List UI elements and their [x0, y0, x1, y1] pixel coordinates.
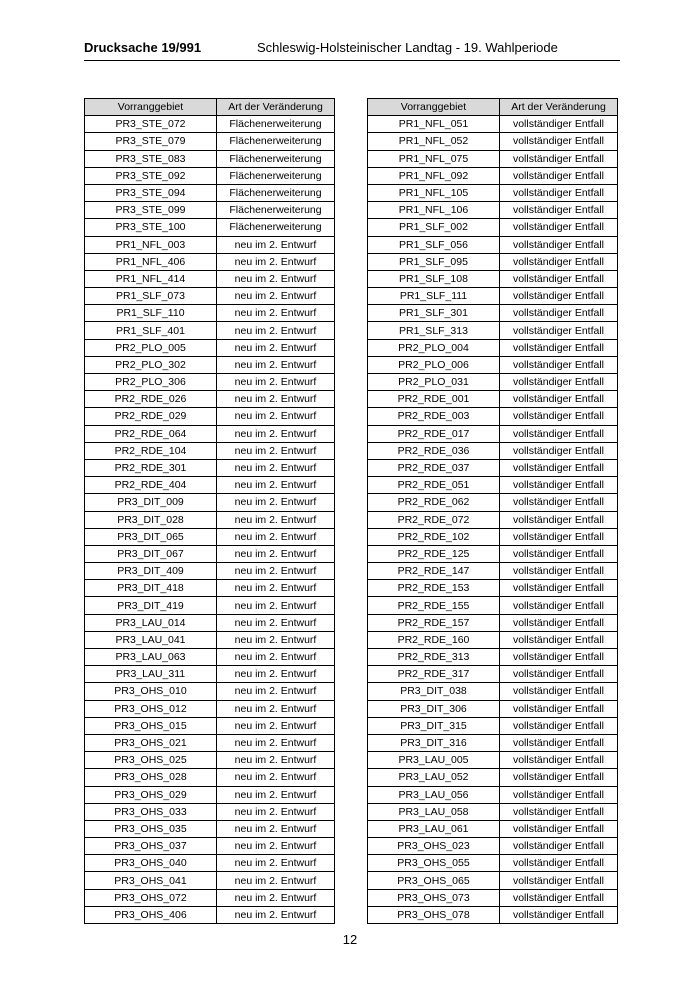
change-type-cell: vollständiger Entfall: [500, 425, 618, 442]
vorranggebiet-cell: PR2_RDE_317: [368, 666, 500, 683]
vorranggebiet-cell: PR1_NFL_414: [85, 270, 217, 287]
table-row: [85, 339, 335, 356]
table-row: [85, 563, 335, 580]
vorranggebiet-cell: PR3_OHS_073: [368, 889, 500, 906]
table-row: [85, 528, 335, 545]
change-type-cell: neu im 2. Entwurf: [217, 236, 335, 253]
vorranggebiet-cell: PR3_LAU_056: [368, 786, 500, 803]
vorranggebiet-cell: PR3_DIT_306: [368, 700, 500, 717]
table-row: [368, 391, 618, 408]
vorranggebiet-cell: PR3_STE_094: [85, 184, 217, 201]
table-row: [85, 752, 335, 769]
vorranggebiet-cell: PR3_STE_100: [85, 219, 217, 236]
vorranggebiet-cell: PR3_OHS_028: [85, 769, 217, 786]
vorranggebiet-cell: PR1_SLF_401: [85, 322, 217, 339]
change-type-cell: vollständiger Entfall: [500, 202, 618, 219]
vorranggebiet-cell: PR1_SLF_095: [368, 253, 500, 270]
vorranggebiet-cell: PR2_RDE_064: [85, 425, 217, 442]
vorranggebiet-cell: PR2_PLO_004: [368, 339, 500, 356]
change-type-cell: neu im 2. Entwurf: [217, 391, 335, 408]
vorranggebiet-cell: PR2_RDE_051: [368, 477, 500, 494]
table-row: [368, 202, 618, 219]
vorranggebiet-cell: PR3_OHS_037: [85, 838, 217, 855]
vorranggebiet-cell: PR2_RDE_072: [368, 511, 500, 528]
table-row: [368, 580, 618, 597]
change-type-cell: vollständiger Entfall: [500, 528, 618, 545]
table-row: [368, 631, 618, 648]
table-right: [367, 98, 618, 924]
vorranggebiet-cell: PR2_RDE_104: [85, 442, 217, 459]
table-row: [368, 734, 618, 751]
change-type-cell: Flächenerweiterung: [217, 202, 335, 219]
change-type-cell: neu im 2. Entwurf: [217, 855, 335, 872]
change-type-cell: Flächenerweiterung: [217, 167, 335, 184]
vorranggebiet-cell: PR1_NFL_003: [85, 236, 217, 253]
table-row: [368, 717, 618, 734]
vorranggebiet-cell: PR3_OHS_078: [368, 906, 500, 923]
change-type-cell: vollständiger Entfall: [500, 253, 618, 270]
vorranggebiet-cell: PR2_RDE_102: [368, 528, 500, 545]
table-row: [368, 184, 618, 201]
table-row: [85, 219, 335, 236]
column-header-art: Art der Veränderung: [217, 99, 335, 116]
table-row: [368, 545, 618, 562]
vorranggebiet-cell: PR1_NFL_092: [368, 167, 500, 184]
table-row: [368, 872, 618, 889]
change-type-cell: neu im 2. Entwurf: [217, 528, 335, 545]
vorranggebiet-cell: PR1_NFL_105: [368, 184, 500, 201]
vorranggebiet-cell: PR2_RDE_062: [368, 494, 500, 511]
change-type-cell: vollständiger Entfall: [500, 150, 618, 167]
table-row: [368, 803, 618, 820]
change-type-cell: vollständiger Entfall: [500, 184, 618, 201]
table-row: [368, 614, 618, 631]
vorranggebiet-cell: PR2_RDE_001: [368, 391, 500, 408]
table-row: [85, 649, 335, 666]
change-type-cell: neu im 2. Entwurf: [217, 374, 335, 391]
change-type-cell: vollständiger Entfall: [500, 322, 618, 339]
vorranggebiet-cell: PR2_RDE_026: [85, 391, 217, 408]
table-row: [368, 150, 618, 167]
vorranggebiet-cell: PR2_RDE_155: [368, 597, 500, 614]
table-row: [85, 288, 335, 305]
change-type-cell: vollständiger Entfall: [500, 494, 618, 511]
change-type-cell: vollständiger Entfall: [500, 631, 618, 648]
vorranggebiet-cell: PR3_OHS_025: [85, 752, 217, 769]
change-type-cell: vollständiger Entfall: [500, 752, 618, 769]
table-row: [368, 374, 618, 391]
table-row: [85, 855, 335, 872]
change-type-cell: vollständiger Entfall: [500, 700, 618, 717]
vorranggebiet-cell: PR3_LAU_052: [368, 769, 500, 786]
vorranggebiet-cell: PR3_OHS_040: [85, 855, 217, 872]
vorranggebiet-cell: PR1_NFL_106: [368, 202, 500, 219]
table-row: [85, 425, 335, 442]
change-type-cell: neu im 2. Entwurf: [217, 356, 335, 373]
vorranggebiet-cell: PR3_OHS_035: [85, 820, 217, 837]
table-row: [85, 786, 335, 803]
page-number: 12: [342, 932, 358, 947]
table-row: [85, 459, 335, 476]
change-type-cell: neu im 2. Entwurf: [217, 872, 335, 889]
change-type-cell: vollständiger Entfall: [500, 872, 618, 889]
table-row: [85, 184, 335, 201]
table-row: [368, 270, 618, 287]
table-row: [85, 631, 335, 648]
change-type-cell: vollständiger Entfall: [500, 459, 618, 476]
change-type-cell: vollständiger Entfall: [500, 236, 618, 253]
change-type-cell: vollständiger Entfall: [500, 442, 618, 459]
vorranggebiet-cell: PR2_PLO_031: [368, 374, 500, 391]
table-row: [368, 356, 618, 373]
vorranggebiet-cell: PR3_LAU_014: [85, 614, 217, 631]
vorranggebiet-cell: PR3_DIT_009: [85, 494, 217, 511]
table-row: [368, 838, 618, 855]
table-row: [368, 700, 618, 717]
change-type-cell: neu im 2. Entwurf: [217, 631, 335, 648]
vorranggebiet-cell: PR1_NFL_052: [368, 133, 500, 150]
vorranggebiet-cell: PR1_SLF_056: [368, 236, 500, 253]
change-type-cell: neu im 2. Entwurf: [217, 494, 335, 511]
change-type-cell: neu im 2. Entwurf: [217, 511, 335, 528]
vorranggebiet-cell: PR1_NFL_051: [368, 116, 500, 133]
table-row: [85, 374, 335, 391]
change-type-cell: neu im 2. Entwurf: [217, 545, 335, 562]
vorranggebiet-cell: PR1_SLF_002: [368, 219, 500, 236]
vorranggebiet-cell: PR3_OHS_012: [85, 700, 217, 717]
change-type-cell: vollständiger Entfall: [500, 838, 618, 855]
column-header-art: Art der Veränderung: [500, 99, 618, 116]
change-type-cell: Flächenerweiterung: [217, 150, 335, 167]
change-type-cell: neu im 2. Entwurf: [217, 786, 335, 803]
table-row: [85, 511, 335, 528]
change-type-cell: vollständiger Entfall: [500, 649, 618, 666]
table-row: [85, 545, 335, 562]
vorranggebiet-cell: PR3_STE_083: [85, 150, 217, 167]
column-header-vorranggebiet: Vorranggebiet: [85, 99, 217, 116]
table-row: [85, 717, 335, 734]
vorranggebiet-cell: PR1_NFL_075: [368, 150, 500, 167]
change-type-cell: neu im 2. Entwurf: [217, 683, 335, 700]
table-row: [85, 202, 335, 219]
table-row: [368, 425, 618, 442]
vorranggebiet-cell: PR1_SLF_073: [85, 288, 217, 305]
table-row: [85, 666, 335, 683]
vorranggebiet-cell: PR3_DIT_315: [368, 717, 500, 734]
table-row: [85, 167, 335, 184]
change-type-cell: neu im 2. Entwurf: [217, 270, 335, 287]
change-type-cell: vollständiger Entfall: [500, 288, 618, 305]
change-type-cell: vollständiger Entfall: [500, 339, 618, 356]
change-type-cell: vollständiger Entfall: [500, 786, 618, 803]
vorranggebiet-cell: PR3_LAU_063: [85, 649, 217, 666]
change-type-cell: neu im 2. Entwurf: [217, 288, 335, 305]
change-type-cell: vollständiger Entfall: [500, 391, 618, 408]
change-type-cell: vollständiger Entfall: [500, 270, 618, 287]
table-row: [368, 528, 618, 545]
table-row: [368, 511, 618, 528]
change-type-cell: vollständiger Entfall: [500, 511, 618, 528]
table-row: [85, 116, 335, 133]
table-row: [85, 683, 335, 700]
change-type-cell: neu im 2. Entwurf: [217, 305, 335, 322]
change-type-cell: vollständiger Entfall: [500, 666, 618, 683]
vorranggebiet-cell: PR2_RDE_125: [368, 545, 500, 562]
vorranggebiet-cell: PR3_OHS_021: [85, 734, 217, 751]
change-type-cell: neu im 2. Entwurf: [217, 322, 335, 339]
change-type-cell: neu im 2. Entwurf: [217, 769, 335, 786]
vorranggebiet-cell: PR3_DIT_418: [85, 580, 217, 597]
change-type-cell: vollständiger Entfall: [500, 769, 618, 786]
vorranggebiet-cell: PR3_DIT_419: [85, 597, 217, 614]
table-row: [368, 305, 618, 322]
table-row: [85, 356, 335, 373]
table-header-row: [368, 99, 618, 116]
table-left: [84, 98, 335, 924]
vorranggebiet-cell: PR2_RDE_404: [85, 477, 217, 494]
table-row: [85, 769, 335, 786]
change-type-cell: vollständiger Entfall: [500, 803, 618, 820]
change-type-cell: neu im 2. Entwurf: [217, 614, 335, 631]
table-row: [368, 752, 618, 769]
vorranggebiet-cell: PR3_OHS_010: [85, 683, 217, 700]
vorranggebiet-cell: PR2_RDE_157: [368, 614, 500, 631]
vorranggebiet-cell: PR2_RDE_160: [368, 631, 500, 648]
vorranggebiet-cell: PR3_LAU_311: [85, 666, 217, 683]
change-type-cell: vollständiger Entfall: [500, 563, 618, 580]
table-row: [368, 889, 618, 906]
table-row: [85, 253, 335, 270]
table-row: [368, 494, 618, 511]
change-type-cell: neu im 2. Entwurf: [217, 597, 335, 614]
change-type-cell: neu im 2. Entwurf: [217, 717, 335, 734]
change-type-cell: vollständiger Entfall: [500, 545, 618, 562]
change-type-cell: neu im 2. Entwurf: [217, 442, 335, 459]
vorranggebiet-cell: PR2_RDE_003: [368, 408, 500, 425]
vorranggebiet-cell: PR1_SLF_111: [368, 288, 500, 305]
vorranggebiet-cell: PR2_RDE_313: [368, 649, 500, 666]
document-number: Drucksache 19/991: [84, 40, 202, 55]
table-row: [85, 322, 335, 339]
table-row: [368, 786, 618, 803]
vorranggebiet-cell: PR2_RDE_029: [85, 408, 217, 425]
change-type-cell: neu im 2. Entwurf: [217, 700, 335, 717]
change-type-cell: vollständiger Entfall: [500, 580, 618, 597]
vorranggebiet-cell: PR2_PLO_306: [85, 374, 217, 391]
vorranggebiet-cell: PR2_RDE_153: [368, 580, 500, 597]
vorranggebiet-cell: PR1_SLF_108: [368, 270, 500, 287]
table-row: [368, 666, 618, 683]
change-type-cell: neu im 2. Entwurf: [217, 253, 335, 270]
vorranggebiet-cell: PR3_OHS_072: [85, 889, 217, 906]
change-type-cell: vollständiger Entfall: [500, 683, 618, 700]
vorranggebiet-cell: PR3_OHS_065: [368, 872, 500, 889]
change-type-cell: vollständiger Entfall: [500, 820, 618, 837]
change-type-cell: vollständiger Entfall: [500, 717, 618, 734]
change-type-cell: vollständiger Entfall: [500, 133, 618, 150]
vorranggebiet-cell: PR2_RDE_017: [368, 425, 500, 442]
parliament-title: Schleswig-Holsteinischer Landtag - 19. Wahlperiode: [257, 40, 558, 55]
table-row: [85, 614, 335, 631]
table-row: [368, 906, 618, 923]
change-type-cell: Flächenerweiterung: [217, 219, 335, 236]
vorranggebiet-cell: PR3_STE_072: [85, 116, 217, 133]
vorranggebiet-cell: PR3_OHS_055: [368, 855, 500, 872]
change-type-cell: neu im 2. Entwurf: [217, 838, 335, 855]
change-type-cell: vollständiger Entfall: [500, 734, 618, 751]
change-type-cell: vollständiger Entfall: [500, 614, 618, 631]
table-row: [85, 838, 335, 855]
vorranggebiet-cell: PR2_PLO_005: [85, 339, 217, 356]
table-row: [368, 133, 618, 150]
vorranggebiet-cell: PR3_STE_092: [85, 167, 217, 184]
change-type-cell: neu im 2. Entwurf: [217, 734, 335, 751]
table-row: [368, 408, 618, 425]
table-row: [85, 820, 335, 837]
table-row: [85, 494, 335, 511]
vorranggebiet-cell: PR3_LAU_041: [85, 631, 217, 648]
change-type-cell: neu im 2. Entwurf: [217, 649, 335, 666]
table-row: [368, 563, 618, 580]
vorranggebiet-cell: PR3_LAU_005: [368, 752, 500, 769]
table-row: [85, 597, 335, 614]
table-row: [85, 477, 335, 494]
table-row: [368, 820, 618, 837]
vorranggebiet-cell: PR3_OHS_015: [85, 717, 217, 734]
change-type-cell: neu im 2. Entwurf: [217, 563, 335, 580]
change-type-cell: vollständiger Entfall: [500, 477, 618, 494]
vorranggebiet-cell: PR3_STE_099: [85, 202, 217, 219]
change-type-cell: vollständiger Entfall: [500, 219, 618, 236]
change-type-cell: vollständiger Entfall: [500, 597, 618, 614]
change-type-cell: neu im 2. Entwurf: [217, 666, 335, 683]
change-type-cell: vollständiger Entfall: [500, 374, 618, 391]
table-row: [85, 872, 335, 889]
change-type-cell: neu im 2. Entwurf: [217, 820, 335, 837]
vorranggebiet-cell: PR2_PLO_006: [368, 356, 500, 373]
table-row: [368, 253, 618, 270]
vorranggebiet-cell: PR2_RDE_301: [85, 459, 217, 476]
vorranggebiet-cell: PR2_RDE_036: [368, 442, 500, 459]
table-row: [85, 133, 335, 150]
change-type-cell: vollständiger Entfall: [500, 305, 618, 322]
change-type-cell: vollständiger Entfall: [500, 116, 618, 133]
change-type-cell: neu im 2. Entwurf: [217, 408, 335, 425]
change-type-cell: neu im 2. Entwurf: [217, 889, 335, 906]
table-row: [368, 116, 618, 133]
vorranggebiet-cell: PR3_LAU_058: [368, 803, 500, 820]
vorranggebiet-cell: PR2_RDE_037: [368, 459, 500, 476]
table-row: [85, 150, 335, 167]
vorranggebiet-cell: PR2_RDE_147: [368, 563, 500, 580]
table-header-row: [85, 99, 335, 116]
change-type-cell: neu im 2. Entwurf: [217, 752, 335, 769]
change-type-cell: vollständiger Entfall: [500, 889, 618, 906]
table-row: [85, 442, 335, 459]
table-row: [368, 288, 618, 305]
vorranggebiet-cell: PR3_DIT_028: [85, 511, 217, 528]
table-row: [85, 580, 335, 597]
change-type-cell: neu im 2. Entwurf: [217, 906, 335, 923]
table-row: [85, 305, 335, 322]
change-type-cell: vollständiger Entfall: [500, 167, 618, 184]
table-row: [368, 459, 618, 476]
table-row: [368, 219, 618, 236]
table-row: [85, 734, 335, 751]
table-row: [368, 855, 618, 872]
table-row: [85, 889, 335, 906]
vorranggebiet-cell: PR3_DIT_038: [368, 683, 500, 700]
table-row: [368, 683, 618, 700]
change-type-cell: vollständiger Entfall: [500, 855, 618, 872]
vorranggebiet-cell: PR3_DIT_409: [85, 563, 217, 580]
table-row: [368, 769, 618, 786]
table-row: [368, 477, 618, 494]
vorranggebiet-cell: PR3_OHS_023: [368, 838, 500, 855]
vorranggebiet-cell: PR3_LAU_061: [368, 820, 500, 837]
column-header-vorranggebiet: Vorranggebiet: [368, 99, 500, 116]
table-row: [85, 700, 335, 717]
change-type-cell: Flächenerweiterung: [217, 116, 335, 133]
vorranggebiet-cell: PR1_SLF_301: [368, 305, 500, 322]
change-type-cell: neu im 2. Entwurf: [217, 803, 335, 820]
vorranggebiet-cell: PR2_PLO_302: [85, 356, 217, 373]
table-row: [85, 270, 335, 287]
table-row: [85, 408, 335, 425]
change-type-cell: vollständiger Entfall: [500, 356, 618, 373]
table-row: [368, 597, 618, 614]
vorranggebiet-cell: PR3_DIT_316: [368, 734, 500, 751]
table-row: [368, 442, 618, 459]
change-type-cell: Flächenerweiterung: [217, 133, 335, 150]
vorranggebiet-cell: PR1_SLF_313: [368, 322, 500, 339]
vorranggebiet-cell: PR3_DIT_067: [85, 545, 217, 562]
vorranggebiet-cell: PR3_OHS_029: [85, 786, 217, 803]
table-row: [85, 803, 335, 820]
page-header: [84, 38, 620, 61]
table-row: [368, 339, 618, 356]
vorranggebiet-cell: PR1_SLF_110: [85, 305, 217, 322]
change-type-cell: neu im 2. Entwurf: [217, 580, 335, 597]
table-row: [368, 236, 618, 253]
table-row: [368, 322, 618, 339]
vorranggebiet-cell: PR3_STE_079: [85, 133, 217, 150]
table-row: [85, 236, 335, 253]
vorranggebiet-cell: PR3_OHS_406: [85, 906, 217, 923]
change-type-cell: neu im 2. Entwurf: [217, 477, 335, 494]
table-row: [368, 167, 618, 184]
change-type-cell: Flächenerweiterung: [217, 184, 335, 201]
vorranggebiet-cell: PR1_NFL_406: [85, 253, 217, 270]
change-type-cell: vollständiger Entfall: [500, 906, 618, 923]
vorranggebiet-cell: PR3_DIT_065: [85, 528, 217, 545]
table-row: [85, 391, 335, 408]
table-row: [368, 649, 618, 666]
change-type-cell: vollständiger Entfall: [500, 408, 618, 425]
table-row: [85, 906, 335, 923]
change-type-cell: neu im 2. Entwurf: [217, 459, 335, 476]
vorranggebiet-cell: PR3_OHS_033: [85, 803, 217, 820]
change-type-cell: neu im 2. Entwurf: [217, 425, 335, 442]
vorranggebiet-cell: PR3_OHS_041: [85, 872, 217, 889]
change-type-cell: neu im 2. Entwurf: [217, 339, 335, 356]
